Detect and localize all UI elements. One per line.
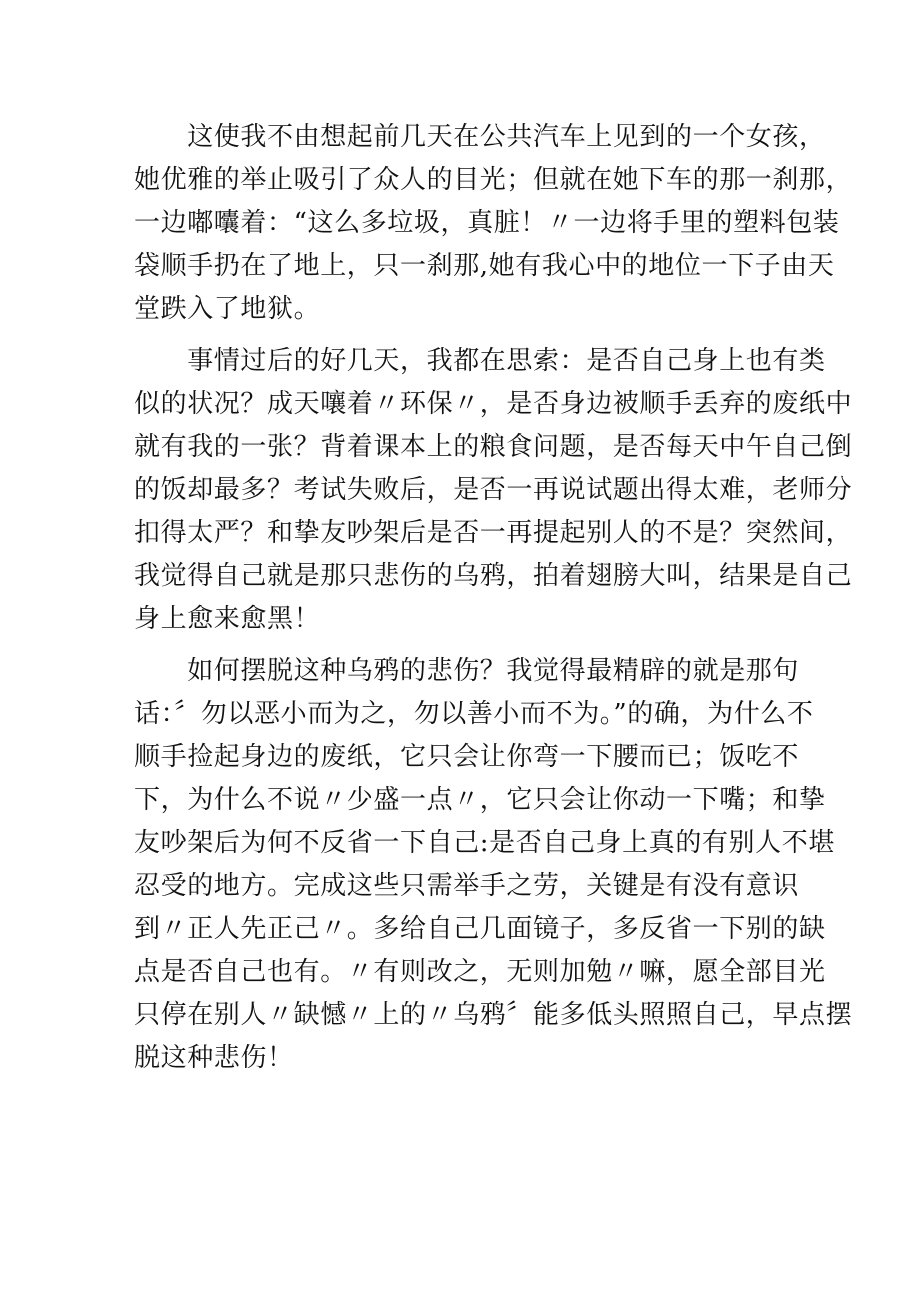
paragraph-3: [134, 650, 853, 1080]
text-line: 我觉得自己就是那只悲伤的乌鸦，拍着翅膀大叫，结果是自己: [134, 561, 853, 591]
text-line: 的饭却最多？考试失败后，是否一再说试题出得太难，老师分: [134, 475, 853, 505]
paragraph-spacer: [134, 331, 804, 340]
essay-body: [134, 116, 853, 1080]
text-line: 忍受的地方。完成这些只需举手之劳，关键是有没有意识: [134, 871, 800, 901]
text-line: 下，为什么不说〃少盛一点〃，它只会让你动一下嘴；和挚: [134, 785, 826, 815]
text-line: 袋顺手扔在了地上，只一刹那,她有我心中的地位一下子由天: [134, 251, 835, 281]
text-line: 友吵架后为何不反省一下自己:是否自己身上真的有别人不堪: [134, 828, 835, 858]
text-line: 就有我的一张？背着课本上的粮食问题，是否每天中午自己倒: [134, 432, 853, 462]
paragraph-spacer: [134, 641, 804, 650]
text-line: 她优雅的举止吸引了众人的目光；但就在她下车的那一刹那，: [134, 165, 853, 195]
paragraph-1: [134, 116, 853, 331]
text-line: 如何摆脱这种乌鸦的悲伤？我觉得最精辟的就是那句: [134, 656, 800, 686]
text-line: 到〃正人先正己〃。多给自己几面镜子，多反省一下别的缺: [134, 914, 826, 944]
text-line: 堂跌入了地狱。: [134, 294, 321, 324]
text-line: 脱这种悲伤！: [134, 1043, 294, 1073]
text-line: 这使我不由想起前几天在公共汽车上见到的一个女孩，: [134, 122, 826, 152]
text-line: 似的状况？成天嚷着〃环保〃，是否身边被顺手丢弃的废纸中: [134, 389, 853, 419]
text-line: 顺手捡起身边的废纸，它只会让你弯一下腰而已；饭吃不: [134, 742, 800, 772]
paragraph-2: [134, 340, 853, 641]
text-line: 扣得太严？和挚友吵架后是否一再提起别人的不是？突然间，: [134, 518, 853, 548]
text-line: 事情过后的好几天，我都在思索：是否自己身上也有类: [134, 346, 826, 376]
text-line: 一边嘟囔着：“这么多垃圾，真脏！〃一边将手里的塑料包装: [134, 208, 840, 238]
text-line: 点是否自己也有。〃有则改之，无则加勉〃嘛，愿全部目光: [134, 957, 826, 987]
text-line: 只停在别人〃缺憾〃上的〃乌鸦〞能多低头照照自己，早点摆: [134, 1000, 853, 1030]
text-line: 话：〞勿以恶小而为之，勿以善小而不为。”的确，为什么不: [134, 699, 814, 729]
text-line: 身上愈来愈黑！: [134, 604, 321, 634]
